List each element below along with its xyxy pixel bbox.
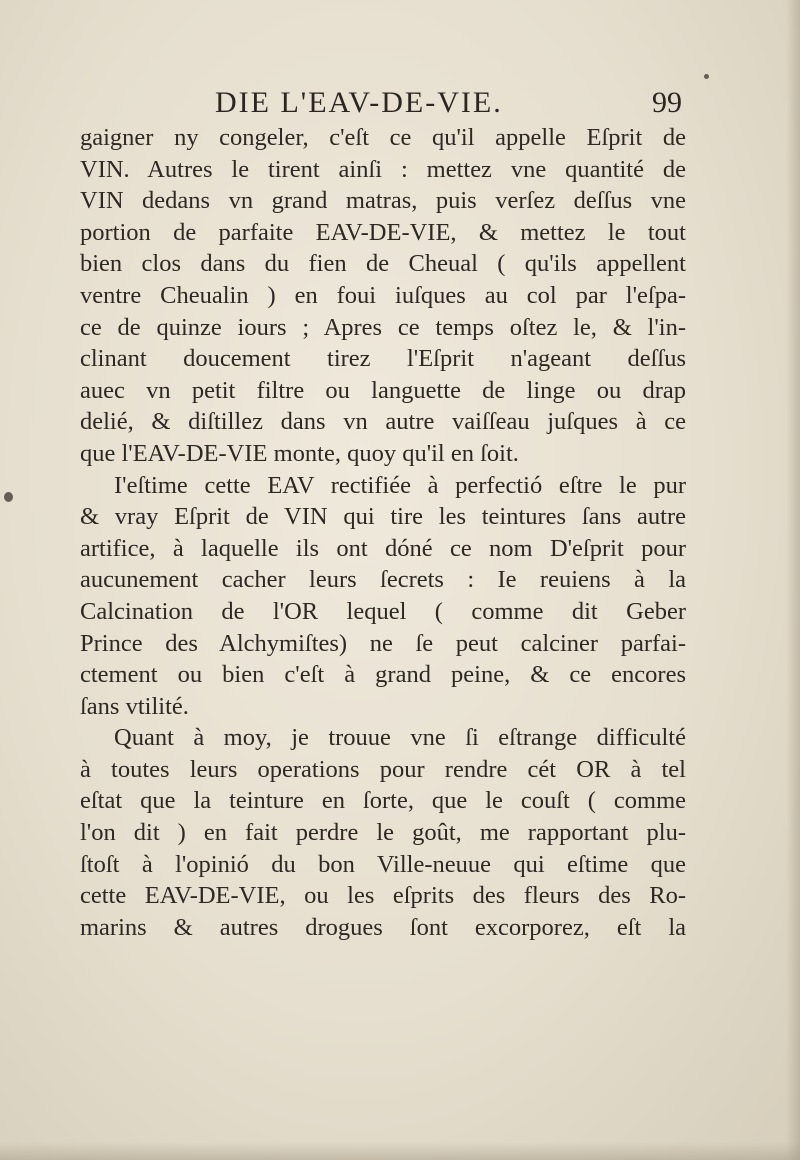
page-number: 99 <box>652 86 682 119</box>
text-line: auec vn petit filtre ou languette de linge ou drap <box>80 376 686 404</box>
text-line: ſans vtilité. <box>80 692 189 720</box>
ink-spot <box>4 492 13 502</box>
text-line: portion de parfaite EAV-DE-VIE, & mettez le tout <box>80 218 686 246</box>
text-line: & vray Eſprit de VIN qui tire les teintures ſans autre <box>80 503 686 531</box>
text-line: ſtoſt à l'opinió du bon Ville-neuue qui eſtime que <box>80 850 686 878</box>
text-line: delié, & diſtillez dans vn autre vaiſſeau juſques à ce <box>80 408 686 436</box>
text-line: gaigner ny congeler, c'eſt ce qu'il appelle Eſprit de <box>80 124 686 151</box>
text-line: marins & autres drogues ſont excorporez, eſt la <box>80 913 686 941</box>
text-line: l'on dit ) en fait perdre le goût, me rapportant plu- <box>80 819 686 847</box>
text-line: VIN dedans vn grand matras, puis verſez deſſus vne <box>80 187 686 215</box>
text-line: artifice, à laquelle ils ont dóné ce nom D'eſprit pour <box>80 534 686 562</box>
text-line: ctement ou bien c'eſt à grand peine, & ce encores <box>80 661 686 689</box>
paragraph-start-line: Quant à moy, je trouue vne ſi eſtrange difficulté <box>114 724 686 752</box>
body-text <box>80 122 686 943</box>
text-line: cette EAV-DE-VIE, ou les eſprits des fleurs des Ro- <box>80 882 686 910</box>
text-line: clinant doucement tirez l'Eſprit n'ageant deſſus <box>80 345 686 373</box>
running-head: DIE L'EAV-DE-VIE. <box>215 86 503 119</box>
text-line: Calcination de l'OR lequel ( comme dit Geber <box>80 597 686 625</box>
text-line: ventre Cheualin ) en foui iuſques au col par l'eſpa- <box>80 281 686 309</box>
ink-spot <box>704 74 709 79</box>
text-line: ce de quinze iours ; Apres ce temps oſtez le, & l'in- <box>80 313 686 341</box>
text-line: aucunement cacher leurs ſecrets : Ie reuiens à la <box>80 566 686 594</box>
text-line: à toutes leurs operations pour rendre cét OR à tel <box>80 755 686 783</box>
page-edge-shadow <box>786 0 800 1160</box>
text-line: Prince des Alchymiſtes) ne ſe peut calciner parfai- <box>80 629 686 657</box>
text-line: eſtat que la teinture en ſorte, que le couſt ( comme <box>80 787 686 815</box>
text-line: bien clos dans du fien de Cheual ( qu'ils appellent <box>80 250 686 278</box>
text-line: que l'EAV-DE-VIE monte, quoy qu'il en ſoit. <box>80 439 519 467</box>
text-line: VIN. Autres le tirent ainſi : mettez vne quantité de <box>80 155 686 183</box>
page-bottom-shadow <box>0 1142 800 1160</box>
page-header <box>80 86 686 126</box>
paragraph-start-line: I'eſtime cette EAV rectifiée à perfectió eſtre le pur <box>114 471 686 499</box>
